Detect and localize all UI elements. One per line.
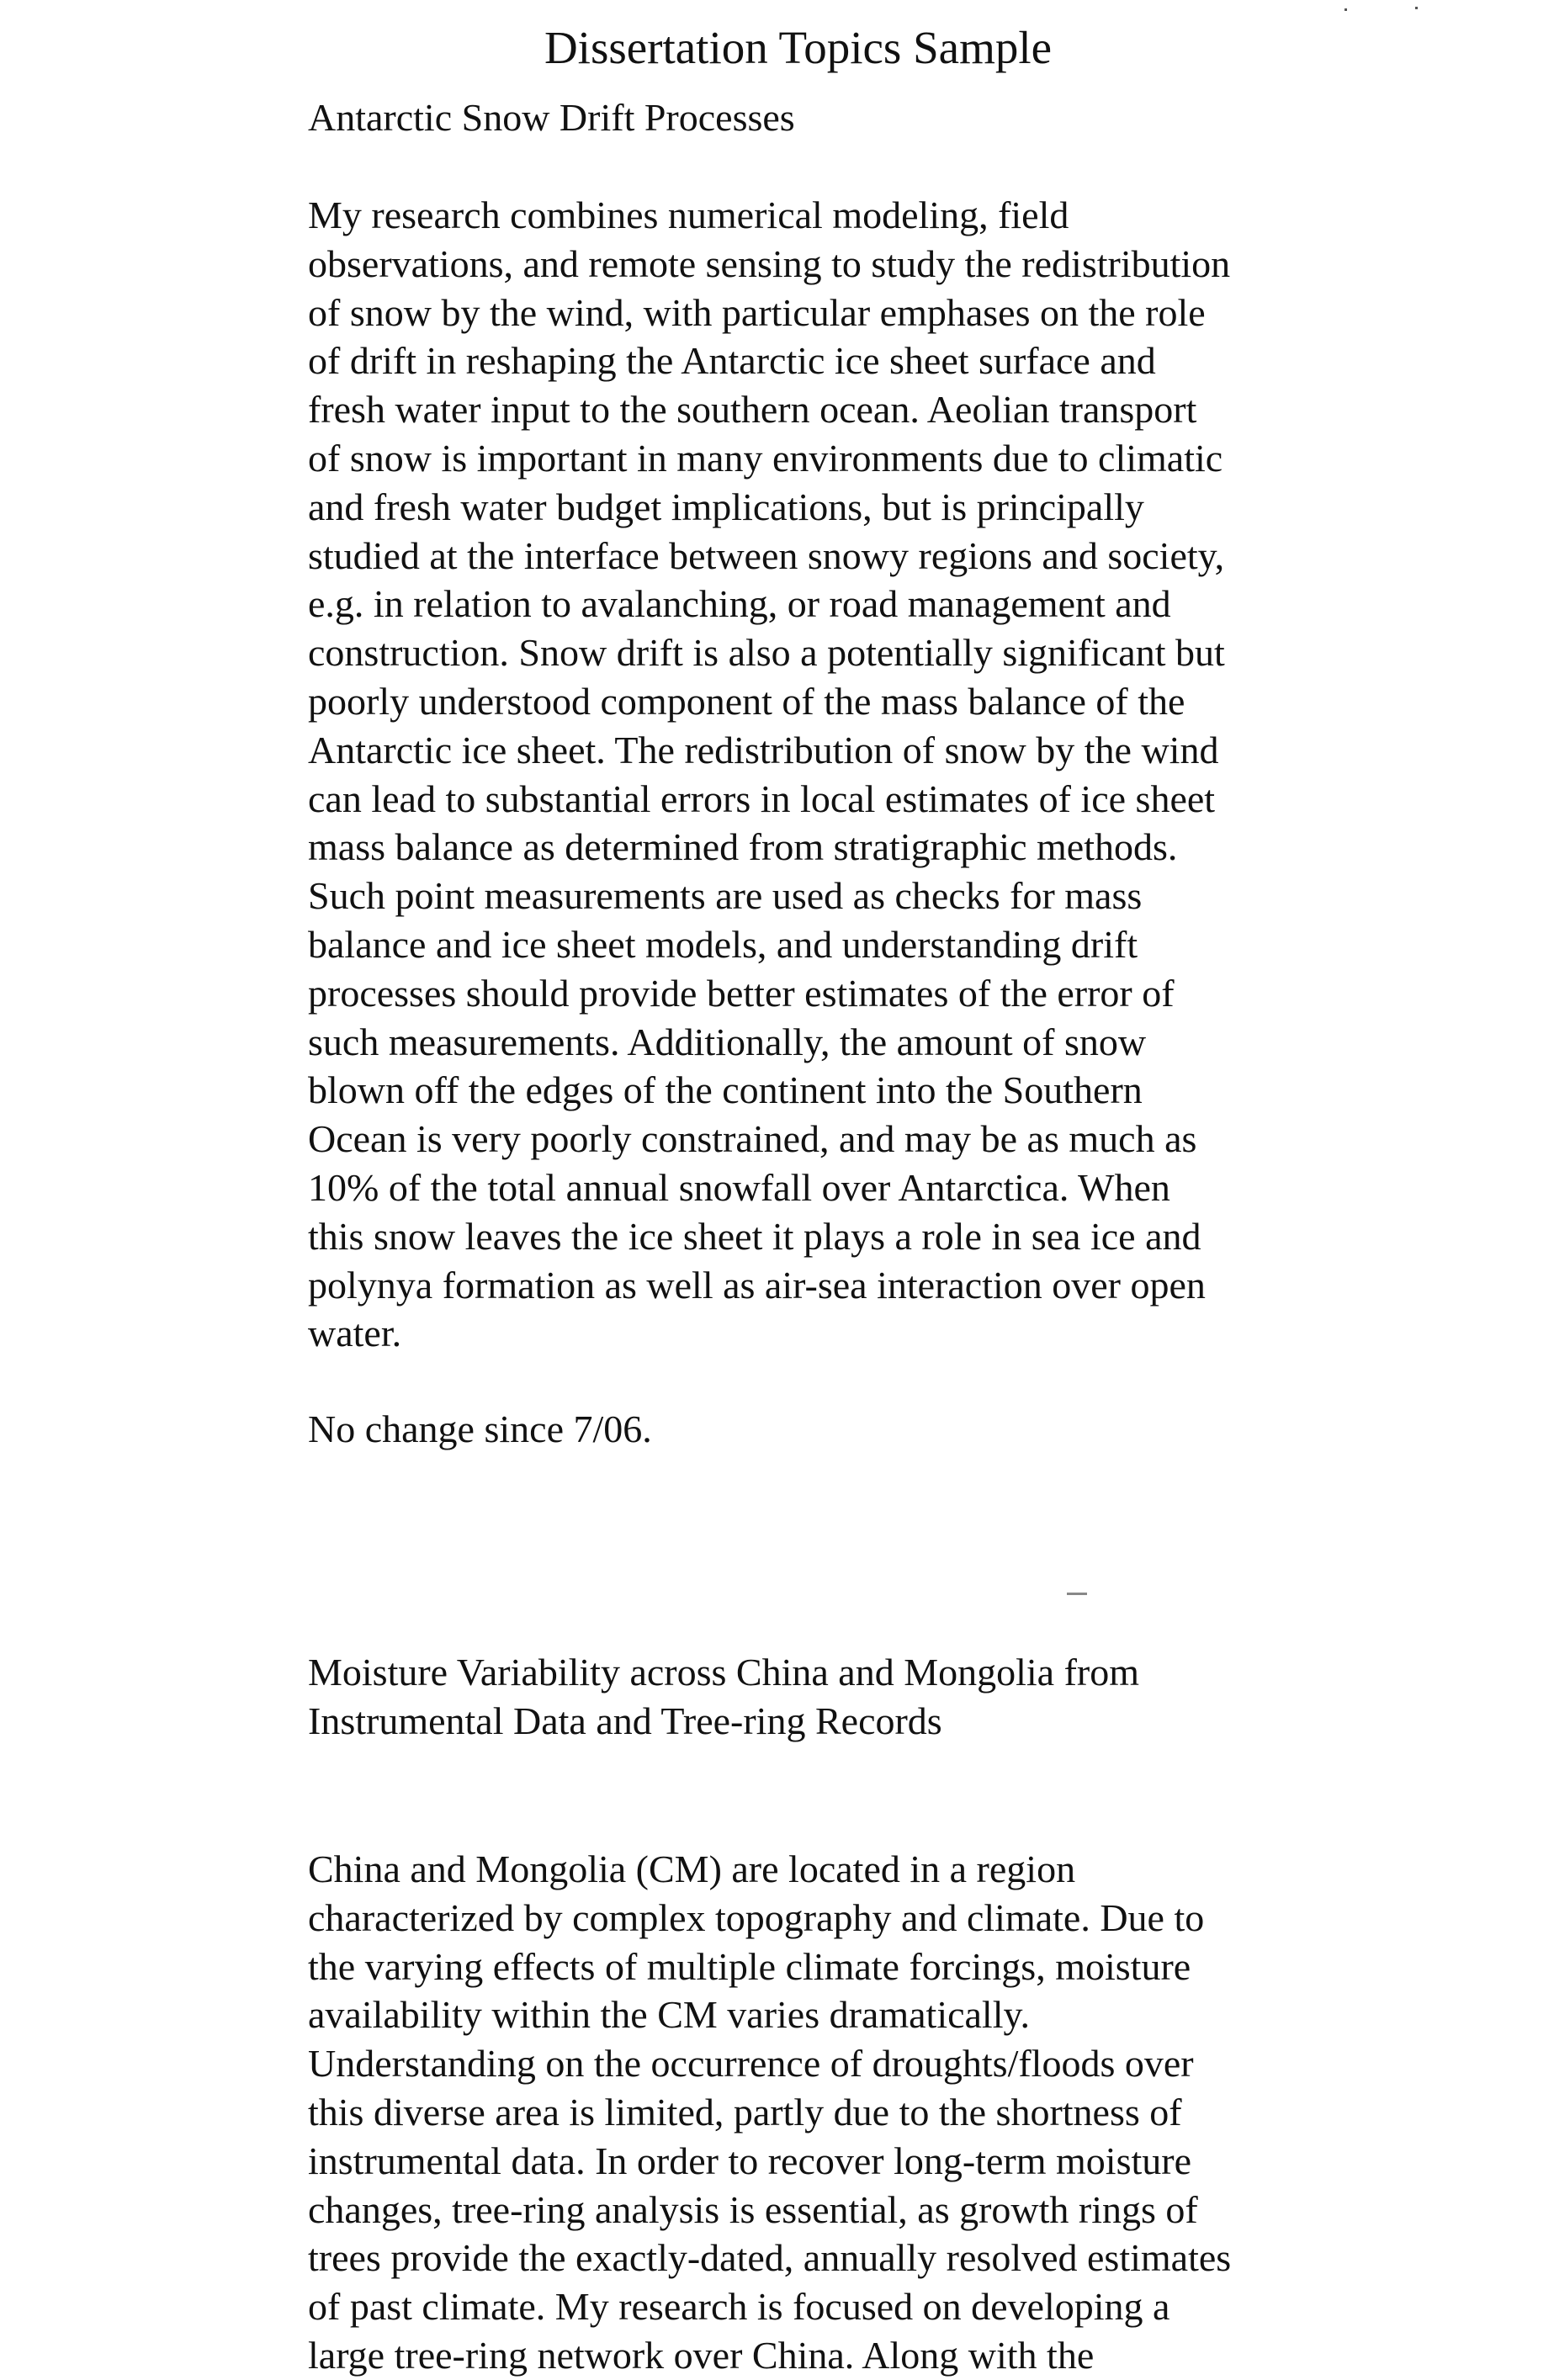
body-line: can lead to substantial errors in local estimates of ice sheet	[308, 777, 1216, 820]
topic2-heading	[308, 1648, 1318, 1746]
topic1-paragraph	[308, 191, 1318, 1358]
body-line: water.	[308, 1312, 402, 1355]
scan-mark	[1345, 8, 1347, 11]
body-line: poorly understood component of the mass balance of the	[308, 679, 1185, 723]
body-line: processes should provide better estimates of the error of	[308, 971, 1175, 1015]
body-line: trees provide the exactly-dated, annually resolved estimates	[308, 2236, 1232, 2280]
body-line: Antarctic ice sheet. The redistribution of snow by the wind	[308, 728, 1219, 771]
topic1-body	[308, 191, 1318, 1358]
body-line: Understanding on the occurrence of droughts/floods over	[308, 2042, 1194, 2086]
body-line: of snow is important in many environments due to climatic	[308, 436, 1223, 480]
body-line: of drift in reshaping the Antarctic ice sheet surface and	[308, 339, 1156, 383]
topic1-heading	[308, 93, 1318, 142]
body-line: characterized by complex topography and climate. Due to	[308, 1895, 1205, 1939]
body-line: polynya formation as well as air-sea interaction over open	[308, 1263, 1206, 1307]
scan-mark	[1067, 1593, 1087, 1595]
body-line: observations, and remote sensing to study the redistribution	[308, 241, 1231, 285]
body-line: Such point measurements are used as checks for mass	[308, 874, 1143, 918]
body-line: construction. Snow drift is also a potentially significant but	[308, 631, 1225, 675]
topic2-heading-line: Instrumental Data and Tree-ring Records	[308, 1699, 942, 1742]
body-line: mass balance as determined from stratigraphic methods.	[308, 825, 1178, 869]
body-line: China and Mongolia (CM) are located in a region	[308, 1847, 1076, 1890]
page-title: Dissertation Topics Sample	[544, 22, 1053, 73]
topic1-heading-text: Antarctic Snow Drift Processes	[308, 96, 795, 139]
body-line: and fresh water budget implications, but is principally	[308, 485, 1144, 528]
body-line: fresh water input to the southern ocean. Aeolian transport	[308, 388, 1197, 432]
body-line: e.g. in relation to avalanching, or road management and	[308, 582, 1171, 626]
body-line: changes, tree-ring analysis is essential, as growth rings of	[308, 2187, 1198, 2231]
body-line: balance and ice sheet models, and understanding drift	[308, 922, 1138, 966]
body-line: such measurements. Additionally, the amount of snow	[308, 1020, 1147, 1063]
body-line: of snow by the wind, with particular emphases on the role	[308, 290, 1206, 334]
body-line: this snow leaves the ice sheet it plays a role in sea ice and	[308, 1214, 1201, 1258]
topic2-heading-line: Moisture Variability across China and Mongolia from	[308, 1651, 1139, 1694]
body-line: blown off the edges of the continent into the Southern	[308, 1068, 1143, 1112]
body-line: the varying effects of multiple climate forcings, moisture	[308, 1944, 1191, 1988]
topic2-body	[308, 1845, 1318, 2380]
body-line: My research combines numerical modeling, field	[308, 193, 1069, 236]
body-line: large tree-ring network over China. Along with the	[308, 2333, 1095, 2377]
topic1-note	[308, 1405, 1318, 1454]
body-line: of past climate. My research is focused on developing a	[308, 2285, 1170, 2329]
body-line: Ocean is very poorly constrained, and may be as much as	[308, 1117, 1197, 1161]
scan-mark	[1415, 7, 1418, 9]
body-line: studied at the interface between snowy regions and society,	[308, 533, 1225, 577]
topic1-note-text: No change since 7/06.	[308, 1407, 652, 1450]
body-line: this diverse area is limited, partly due to the shortness of	[308, 2090, 1182, 2134]
topic2-paragraph	[308, 1845, 1318, 2380]
body-line: 10% of the total annual snowfall over Antarctica. When	[308, 1165, 1170, 1209]
body-line: instrumental data. In order to recover long-term moisture	[308, 2139, 1191, 2182]
body-line: availability within the CM varies dramatically.	[308, 1993, 1031, 2037]
